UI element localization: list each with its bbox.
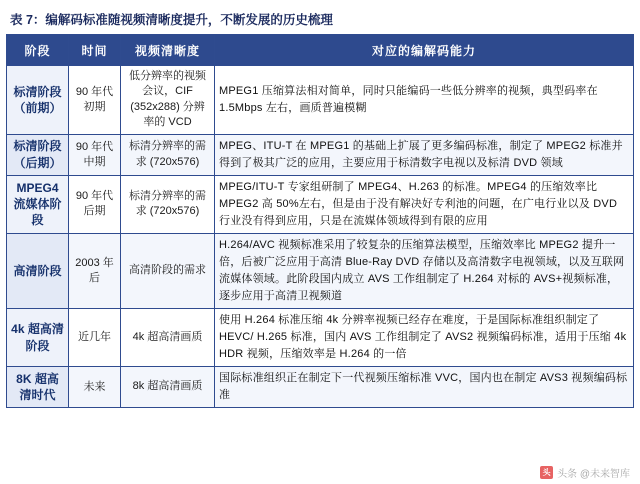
cell-time: 90 年代中期 xyxy=(69,134,121,175)
table-row xyxy=(7,233,634,308)
cell-codec: MPEG1 压缩算法相对简单，同时只能编码一些低分辨率的视频，典型码率在 1.5Mbps 左右，画质普遍模糊 xyxy=(215,66,634,135)
cell-stage: 标清阶段（前期） xyxy=(7,66,69,135)
column-header-stage: 阶段 xyxy=(7,35,69,66)
cell-clarity: 标清分辨率的需求 (720x576) xyxy=(121,175,215,233)
table-row xyxy=(7,134,634,175)
cell-stage: 高清阶段 xyxy=(7,233,69,308)
cell-codec: 使用 H.264 标准压缩 4k 分辨率视频已经存在难度，于是国际标准组织制定了 HEVC/ H.265 标准，国内 AVS 工作组制定了 AVS2 视频编码标准，适用于压缩 4k HDR 视频，压缩效率是 H.264 的一倍 xyxy=(215,308,634,366)
table-row xyxy=(7,367,634,408)
cell-stage: 8K 超高清时代 xyxy=(7,367,69,408)
table-row xyxy=(7,66,634,135)
cell-codec: H.264/AVC 视频标准采用了较复杂的压缩算法模型，压缩效率比 MPEG2 提升一倍，后被广泛应用于高清 Blue-Ray DVD 存储以及高清数字电视领域，以及互联网流媒体领域。此阶段国内成立 AVS 工作组制定了 H.264 对标的 AVS+视频标准，逐步应用于高清卫视频道 xyxy=(215,233,634,308)
history-table xyxy=(6,34,634,408)
cell-time: 2003 年后 xyxy=(69,233,121,308)
cell-codec: 国际标准组织正在制定下一代视频压缩标准 VVC，国内也在制定 AVS3 视频编码标准 xyxy=(215,367,634,408)
cell-clarity: 标清分辨率的需求 (720x576) xyxy=(121,134,215,175)
cell-codec: MPEG/ITU-T 专家组研制了 MPEG4、H.263 的标准。MPEG4 的压缩效率比 MPEG2 高 50%左右，但是由于没有解决好专利池的问题，在广电行业以及 DVD 行业没有得到应用，只是在流媒体领域得到有限的应用 xyxy=(215,175,634,233)
page-title: 表 7：编解码标准随视频清晰度提升，不断发展的历史梳理 xyxy=(10,13,333,27)
table-row xyxy=(7,308,634,366)
cell-codec: MPEG、ITU-T 在 MPEG1 的基础上扩展了更多编码标准，制定了 MPEG2 标准并得到了极其广泛的应用，主要应用于标清数字电视以及标清 DVD 领域 xyxy=(215,134,634,175)
cell-clarity: 高清阶段的需求 xyxy=(121,233,215,308)
cell-stage: MPEG4 流媒体阶段 xyxy=(7,175,69,233)
cell-stage: 标清阶段（后期） xyxy=(7,134,69,175)
table-row xyxy=(7,175,634,233)
watermark xyxy=(540,465,630,480)
cell-clarity: 8k 超高清画质 xyxy=(121,367,215,408)
column-header-codec: 对应的编解码能力 xyxy=(215,35,634,66)
cell-clarity: 低分辨率的视频会议，CIF (352x288) 分辨率的 VCD xyxy=(121,66,215,135)
watermark-text: 头条 @未来智库 xyxy=(557,469,630,480)
column-header-time: 时间 xyxy=(69,35,121,66)
table-header-row xyxy=(7,35,634,66)
cell-time: 近几年 xyxy=(69,308,121,366)
cell-time: 90 年代初期 xyxy=(69,66,121,135)
cell-stage: 4k 超高清阶段 xyxy=(7,308,69,366)
cell-time: 未来 xyxy=(69,367,121,408)
cell-clarity: 4k 超高清画质 xyxy=(121,308,215,366)
cell-time: 90 年代后期 xyxy=(69,175,121,233)
toutiao-logo-icon: 头 xyxy=(540,466,553,479)
column-header-clarity: 视频清晰度 xyxy=(121,35,215,66)
